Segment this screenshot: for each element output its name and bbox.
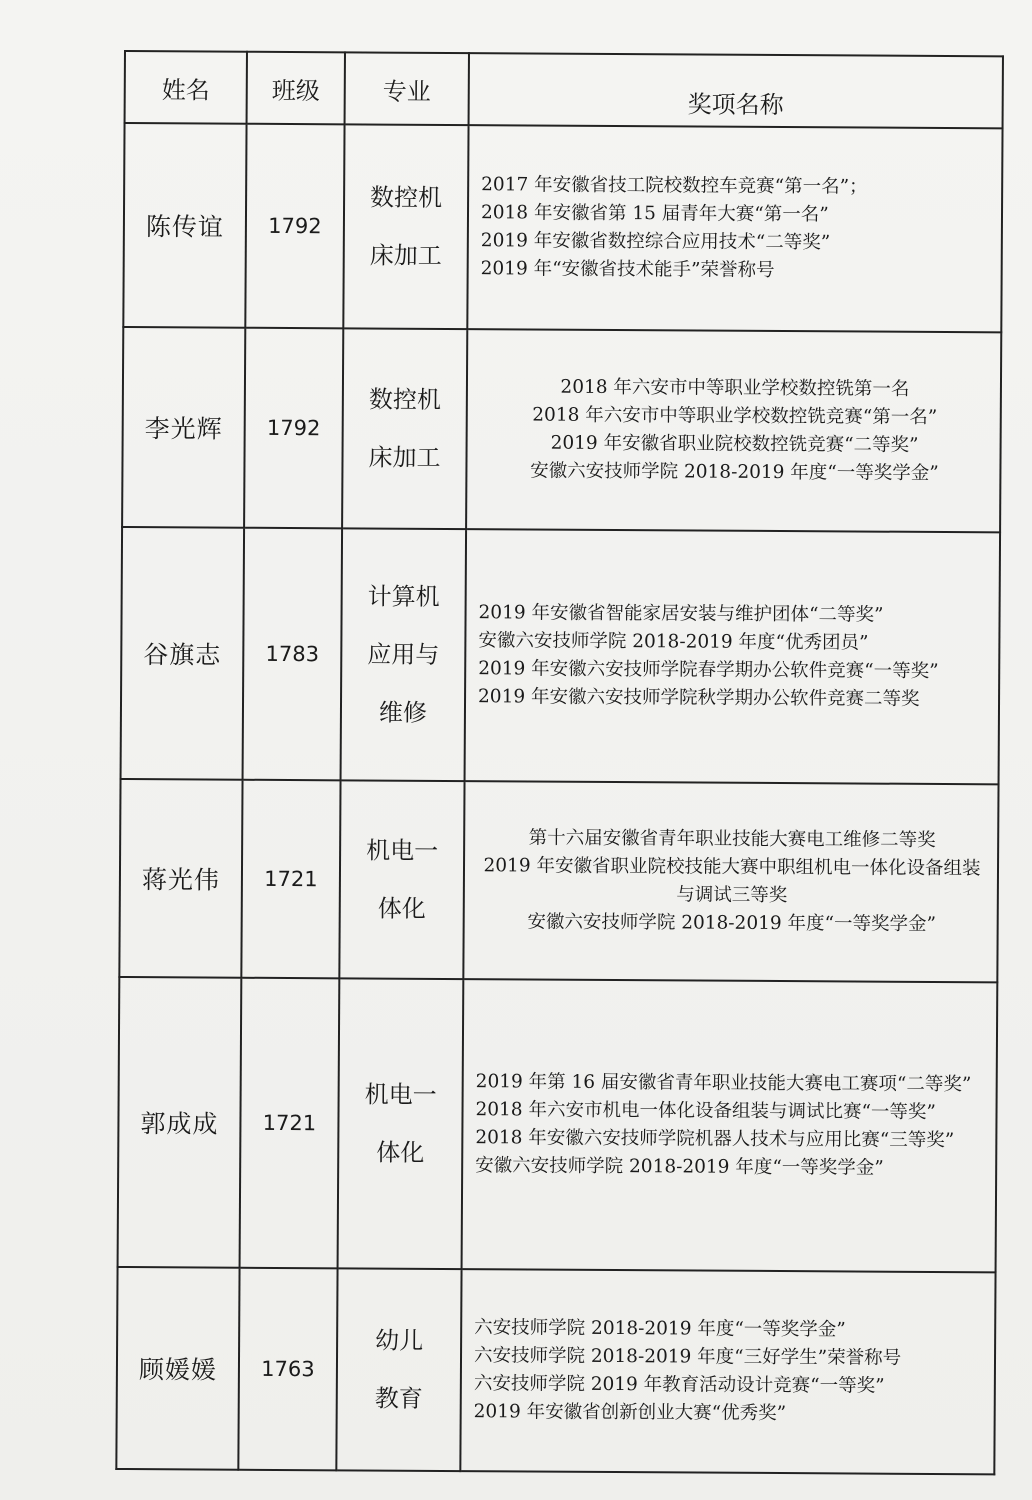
award-item: 2019 年“安徽省技术能手”荣誉称号 — [480, 258, 775, 281]
major-line: 应用与 — [367, 640, 440, 669]
award-item: 六安技师学院 2018-2019 年度“三好学生”荣誉称号 — [473, 1345, 902, 1369]
student-awards — [467, 125, 1002, 332]
table-row — [119, 779, 998, 982]
major-line: 数控机 — [368, 385, 441, 414]
student-major — [343, 124, 468, 329]
award-item: 六安技师学院 2019 年教育活动设计竞赛“一等奖” — [473, 1373, 885, 1397]
award-item: 2018 年六安市机电一体化设备组装与调试比赛“一等奖” — [475, 1099, 936, 1123]
award-item: 2019 年安徽省智能家居安装与维护团体“二等奖” — [478, 602, 884, 626]
table-row — [123, 123, 1002, 332]
student-class: 1783 — [243, 528, 343, 781]
student-major — [338, 978, 464, 1269]
award-table — [115, 50, 1004, 1475]
student-awards — [460, 1269, 995, 1474]
award-item: 2019 年安徽省职业院校技能大赛中职组机电一体化设备组装与调试三等奖 — [483, 855, 981, 907]
student-class: 1792 — [245, 124, 344, 329]
award-item: 第十六届安徽省青年职业技能大赛电工维修二等奖 — [528, 827, 936, 851]
table-row — [118, 977, 998, 1272]
award-item: 2018 年六安市中等职业学校数控铣竞赛“第一名” — [532, 404, 938, 428]
student-major — [339, 780, 464, 979]
student-name: 李光辉 — [122, 327, 245, 528]
student-major — [341, 528, 467, 781]
major-line: 机电一 — [364, 1080, 437, 1109]
student-class: 1721 — [240, 978, 340, 1269]
award-item: 安徽六安技师学院 2018-2019 年度“一等奖学金” — [530, 460, 939, 484]
major-line: 体化 — [376, 1138, 425, 1167]
student-awards — [463, 781, 998, 982]
student-class: 1792 — [244, 328, 343, 529]
award-item: 2019 年安徽省职业院校数控铣竞赛“二等奖” — [550, 432, 919, 456]
award-item: 2019 年第 16 届安徽省青年职业技能大赛电工赛项“二等奖” — [475, 1071, 972, 1096]
award-item: 安徽六安技师学院 2018-2019 年度“一等奖学金” — [527, 911, 937, 935]
major-line: 幼儿 — [375, 1326, 424, 1355]
header-major: 专业 — [345, 52, 469, 125]
header-name: 姓名 — [125, 51, 247, 124]
student-awards — [465, 529, 1001, 784]
major-line: 计算机 — [367, 582, 440, 611]
student-class: 1721 — [241, 780, 340, 979]
student-name: 顾媛媛 — [116, 1267, 239, 1470]
award-item: 2018 年六安市中等职业学校数控铣第一名 — [560, 376, 910, 400]
award-item: 2019 年安徽省创新创业大赛“优秀奖” — [473, 1401, 787, 1425]
award-item: 2018 年安徽六安技师学院机器人技术与应用比赛“三等奖” — [475, 1127, 955, 1152]
student-name: 谷旗志 — [121, 527, 245, 780]
award-item: 2017 年安徽省技工院校数控车竞赛“第一名”； — [481, 174, 868, 198]
student-name: 郭成成 — [118, 977, 242, 1268]
major-line: 教育 — [374, 1384, 423, 1413]
major-line: 床加工 — [368, 443, 441, 472]
student-awards — [462, 979, 998, 1272]
student-awards — [466, 329, 1001, 532]
major-line: 机电一 — [366, 836, 439, 865]
major-line: 维修 — [378, 698, 428, 727]
award-item: 2018 年安徽省第 15 届青年大赛“第一名” — [480, 202, 829, 226]
award-item: 安徽六安技师学院 2018-2019 年度“一等奖学金” — [475, 1155, 884, 1179]
award-item: 2019 年安徽六安技师学院春学期办公软件竞赛“一等奖” — [478, 658, 939, 682]
student-class: 1763 — [238, 1268, 337, 1471]
major-line: 数控机 — [370, 183, 443, 212]
major-line: 体化 — [377, 894, 426, 923]
student-major — [336, 1268, 461, 1471]
header-row — [125, 51, 1003, 128]
award-item: 安徽六安技师学院 2018-2019 年度“优秀团员” — [478, 630, 869, 654]
header-awards: 奖项名称 — [469, 53, 1003, 128]
table-row — [122, 327, 1001, 532]
table-row — [116, 1267, 995, 1474]
student-name: 蒋光伟 — [119, 779, 242, 978]
award-item: 2019 年安徽六安技师学院秋学期办公软件竞赛二等奖 — [477, 686, 920, 710]
header-class: 班级 — [247, 52, 345, 125]
award-item: 六安技师学院 2018-2019 年度“一等奖学金” — [474, 1317, 846, 1341]
major-line: 床加工 — [369, 241, 442, 270]
student-name: 陈传谊 — [123, 123, 246, 328]
table-row — [121, 527, 1001, 784]
student-major — [342, 328, 467, 529]
award-item: 2019 年安徽省数控综合应用技术“二等奖” — [480, 230, 831, 254]
